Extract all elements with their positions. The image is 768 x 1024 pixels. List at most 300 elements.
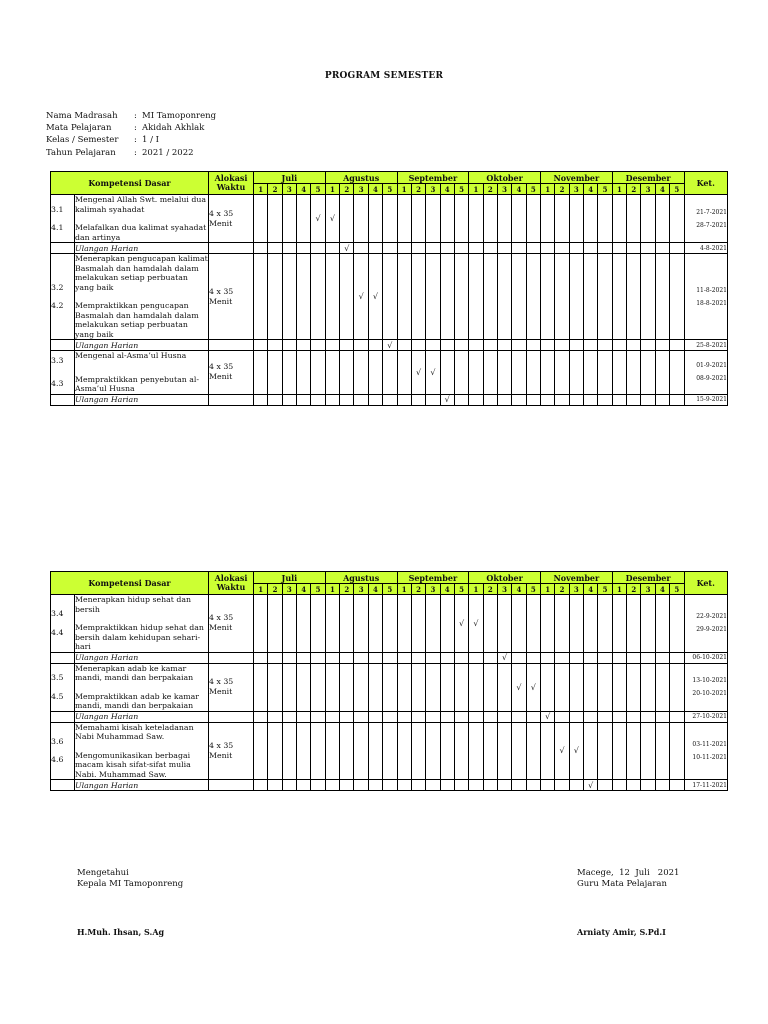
week-cell	[497, 394, 511, 405]
week-cell	[297, 351, 311, 395]
week-cell	[584, 243, 598, 254]
kompetensi-row	[51, 722, 728, 780]
week-cell	[325, 652, 339, 663]
week-cell	[627, 254, 641, 340]
week-cell	[497, 595, 511, 653]
kd-number-cell	[51, 351, 75, 395]
week-cell	[627, 340, 641, 351]
info-colon: :	[134, 123, 137, 134]
kompetensi-row	[51, 595, 728, 653]
header-week: 5	[383, 584, 397, 595]
ket-date: 20-10-2021	[692, 690, 727, 697]
week-cell	[440, 195, 454, 243]
kd-text: Mempraktikkan hidup sehat dan bersih dalam kehidupan sehari-hari	[75, 623, 204, 651]
header-week: 3	[641, 584, 655, 595]
alokasi-text: Menit	[209, 687, 233, 696]
week-cell	[555, 195, 569, 243]
ket-date: 08-9-2021	[696, 375, 727, 383]
week-cell	[483, 711, 497, 722]
week-cell	[282, 254, 296, 340]
week-cell	[383, 663, 397, 711]
check-mark: √	[459, 618, 465, 628]
week-cell	[627, 595, 641, 653]
week-cell	[627, 195, 641, 243]
header-week: 5	[526, 184, 540, 195]
week-cell	[354, 652, 368, 663]
week-cell	[555, 595, 569, 653]
week-cell	[469, 595, 483, 653]
week-cell	[512, 340, 526, 351]
week-cell	[584, 394, 598, 405]
week-cell	[569, 663, 583, 711]
week-cell	[297, 254, 311, 340]
week-cell	[469, 722, 483, 780]
week-cell	[454, 663, 468, 711]
alokasi-text: 4 x 35	[209, 677, 234, 686]
week-cell	[497, 780, 511, 791]
kd-number: 4.5	[51, 691, 64, 701]
ket-cell	[684, 243, 728, 254]
week-cell	[598, 254, 612, 340]
header-week: 3	[282, 184, 296, 195]
week-cell	[584, 595, 598, 653]
week-cell	[297, 652, 311, 663]
week-cell	[598, 340, 612, 351]
week-cell	[641, 340, 655, 351]
check-mark: √	[444, 395, 450, 404]
week-cell	[655, 195, 669, 243]
week-cell	[598, 595, 612, 653]
week-cell	[440, 595, 454, 653]
week-cell	[540, 394, 554, 405]
alokasi-text: 4 x 35	[209, 208, 234, 218]
kd-text: Mempraktikkan penyebutan al-Asma’ul Husna	[75, 374, 200, 393]
week-cell	[340, 663, 354, 711]
alokasi-cell	[209, 351, 254, 395]
week-cell	[397, 243, 411, 254]
week-cell	[368, 351, 382, 395]
header-ket: Ket.	[684, 172, 728, 195]
week-cell	[268, 243, 282, 254]
ket-date: 13-10-2021	[692, 677, 727, 684]
week-cell	[311, 722, 325, 780]
alokasi-cell	[209, 254, 254, 340]
week-cell	[584, 254, 598, 340]
week-cell	[340, 711, 354, 722]
header-waktu: Waktu	[216, 582, 246, 592]
header-week: 2	[627, 584, 641, 595]
week-cell	[340, 652, 354, 663]
header-week: 1	[540, 584, 554, 595]
week-cell	[411, 394, 425, 405]
week-cell	[454, 243, 468, 254]
week-cell	[655, 722, 669, 780]
week-cell	[612, 351, 626, 395]
ulangan-harian-row	[51, 780, 728, 791]
week-cell	[426, 195, 440, 243]
week-cell	[426, 254, 440, 340]
header-week: 2	[483, 184, 497, 195]
week-cell	[454, 254, 468, 340]
header-row-months	[51, 172, 728, 184]
week-cell	[584, 652, 598, 663]
week-cell	[526, 595, 540, 653]
ket-cell	[684, 711, 728, 722]
header-month: Agustus	[325, 172, 397, 184]
week-cell	[540, 652, 554, 663]
header-week: 3	[497, 184, 511, 195]
kompetensi-row	[51, 195, 728, 243]
week-cell	[598, 780, 612, 791]
header-week: 4	[368, 184, 382, 195]
header-week: 4	[368, 584, 382, 595]
week-cell	[670, 595, 684, 653]
kd-number-cell	[51, 595, 75, 653]
week-cell	[325, 711, 339, 722]
week-cell	[411, 351, 425, 395]
ulangan-harian-label: Ulangan Harian	[75, 243, 209, 254]
week-cell	[311, 652, 325, 663]
week-cell	[555, 351, 569, 395]
ket-cell	[684, 780, 728, 791]
week-cell	[340, 243, 354, 254]
week-cell	[555, 652, 569, 663]
kd-text: Mengenal Allah Swt. melalui dua kalimah syahadat	[75, 195, 207, 214]
week-cell	[411, 663, 425, 711]
week-cell	[440, 394, 454, 405]
week-cell	[641, 780, 655, 791]
week-cell	[354, 711, 368, 722]
week-cell	[569, 195, 583, 243]
week-cell	[497, 340, 511, 351]
kd-number: 4.6	[51, 755, 64, 765]
week-cell	[282, 351, 296, 395]
header-week: 2	[411, 584, 425, 595]
week-cell	[268, 195, 282, 243]
week-cell	[268, 254, 282, 340]
alokasi-text: 4 x 35	[209, 362, 234, 372]
header-week: 5	[670, 584, 684, 595]
footer-mengetahui: Mengetahui	[77, 868, 129, 878]
week-cell	[655, 711, 669, 722]
header-week: 1	[612, 184, 626, 195]
header-week: 2	[627, 184, 641, 195]
week-cell	[483, 722, 497, 780]
header-week: 1	[254, 584, 268, 595]
week-cell	[454, 394, 468, 405]
kd-number-cell	[51, 663, 75, 711]
week-cell	[268, 722, 282, 780]
week-cell	[383, 340, 397, 351]
week-cell	[512, 595, 526, 653]
week-cell	[340, 780, 354, 791]
week-cell	[670, 340, 684, 351]
week-cell	[641, 254, 655, 340]
week-cell	[354, 195, 368, 243]
week-cell	[383, 595, 397, 653]
week-cell	[483, 254, 497, 340]
ket-date: 10-11-2021	[692, 753, 727, 761]
week-cell	[598, 243, 612, 254]
kd-text: Menerapkan adab ke kamar mandi, mandi dan berpakaian	[75, 663, 194, 682]
ket-cell	[684, 722, 728, 780]
header-week: 3	[354, 584, 368, 595]
week-cell	[670, 394, 684, 405]
header-week: 5	[598, 184, 612, 195]
header-month: Desember	[612, 172, 684, 184]
week-cell	[641, 663, 655, 711]
kompetensi-row	[51, 254, 728, 340]
week-cell	[268, 780, 282, 791]
week-cell	[383, 780, 397, 791]
week-cell	[368, 652, 382, 663]
week-cell	[469, 351, 483, 395]
week-cell	[540, 195, 554, 243]
week-cell	[282, 652, 296, 663]
week-cell	[268, 351, 282, 395]
kd-number-cell	[51, 254, 75, 340]
header-kompetensi-dasar: Kompetensi Dasar	[51, 572, 209, 595]
empty-number-cell	[51, 711, 75, 722]
ket-date: 06-10-2021	[692, 654, 727, 661]
week-cell	[584, 722, 598, 780]
week-cell	[254, 663, 268, 711]
empty-number-cell	[51, 780, 75, 791]
header-week: 3	[569, 584, 583, 595]
check-mark: √	[530, 682, 536, 692]
week-cell	[569, 780, 583, 791]
ket-date: 18-8-2021	[696, 299, 727, 307]
week-cell	[555, 722, 569, 780]
week-cell	[512, 195, 526, 243]
header-alokasi-waktu	[209, 572, 254, 595]
header-ket: Ket.	[684, 572, 728, 595]
week-cell	[354, 340, 368, 351]
week-cell	[368, 722, 382, 780]
week-cell	[469, 711, 483, 722]
week-cell	[325, 243, 339, 254]
week-cell	[483, 394, 497, 405]
teacher-name: Arniaty Amir, S.Pd.I	[577, 927, 666, 937]
week-cell	[512, 652, 526, 663]
week-cell	[426, 340, 440, 351]
alokasi-text: 4 x 35	[209, 613, 234, 623]
week-cell	[598, 663, 612, 711]
week-cell	[254, 195, 268, 243]
week-cell	[497, 711, 511, 722]
week-cell	[555, 243, 569, 254]
week-cell	[297, 195, 311, 243]
week-cell	[397, 195, 411, 243]
info-value: 1 / I	[142, 135, 160, 146]
week-cell	[584, 195, 598, 243]
week-cell	[426, 243, 440, 254]
week-cell	[512, 243, 526, 254]
week-cell	[282, 780, 296, 791]
week-cell	[426, 652, 440, 663]
week-cell	[584, 711, 598, 722]
week-cell	[569, 722, 583, 780]
kd-text-cell	[75, 351, 209, 395]
week-cell	[598, 394, 612, 405]
check-mark: √	[315, 214, 321, 223]
kd-number-cell	[51, 722, 75, 780]
week-cell	[627, 243, 641, 254]
week-cell	[598, 711, 612, 722]
alokasi-cell	[209, 663, 254, 711]
week-cell	[440, 254, 454, 340]
week-cell	[483, 340, 497, 351]
info-value: 2021 / 2022	[142, 147, 194, 158]
week-cell	[540, 340, 554, 351]
week-cell	[469, 195, 483, 243]
week-cell	[655, 351, 669, 395]
ket-date: 22-9-2021	[696, 613, 727, 621]
week-cell	[383, 243, 397, 254]
week-cell	[340, 351, 354, 395]
week-cell	[526, 254, 540, 340]
alokasi-text: Menit	[209, 623, 233, 633]
week-cell	[670, 195, 684, 243]
week-cell	[569, 394, 583, 405]
week-cell	[526, 195, 540, 243]
info-value: MI Tamoponreng	[142, 111, 217, 121]
header-week: 1	[540, 184, 554, 195]
info-value: Akidah Akhlak	[142, 123, 205, 134]
header-month: November	[540, 572, 612, 584]
week-cell	[555, 780, 569, 791]
kd-text: Mengenal al-Asma’ul Husna	[75, 351, 187, 360]
kd-number: 4.1	[51, 223, 64, 232]
week-cell	[397, 722, 411, 780]
week-cell	[483, 195, 497, 243]
week-cell	[584, 351, 598, 395]
week-cell	[655, 595, 669, 653]
kompetensi-row	[51, 663, 728, 711]
empty-number-cell	[51, 652, 75, 663]
header-week: 4	[440, 184, 454, 195]
week-cell	[426, 722, 440, 780]
ket-date: 21-7-2021	[696, 208, 727, 216]
header-week: 5	[598, 584, 612, 595]
ket-date: 15-9-2021	[696, 396, 727, 403]
check-mark: √	[588, 780, 594, 790]
kd-number: 3.6	[51, 736, 64, 746]
empty-alokasi-cell	[209, 394, 254, 405]
header-week: 1	[397, 584, 411, 595]
week-cell	[569, 652, 583, 663]
week-cell	[282, 711, 296, 722]
ulangan-harian-row	[51, 394, 728, 405]
week-cell	[497, 652, 511, 663]
week-cell	[297, 780, 311, 791]
week-cell	[598, 722, 612, 780]
ulangan-harian-row	[51, 340, 728, 351]
week-cell	[368, 780, 382, 791]
week-cell	[268, 340, 282, 351]
week-cell	[540, 351, 554, 395]
header-week: 3	[282, 584, 296, 595]
week-cell	[655, 780, 669, 791]
week-cell	[512, 394, 526, 405]
footer-kepala: Kepala MI Tamoponreng	[77, 879, 184, 889]
week-cell	[497, 195, 511, 243]
week-cell	[612, 195, 626, 243]
week-cell	[254, 722, 268, 780]
week-cell	[397, 780, 411, 791]
week-cell	[268, 652, 282, 663]
info-colon: :	[134, 147, 137, 158]
week-cell	[497, 254, 511, 340]
week-cell	[454, 351, 468, 395]
week-cell	[397, 340, 411, 351]
week-cell	[368, 254, 382, 340]
week-cell	[483, 652, 497, 663]
alokasi-cell	[209, 595, 254, 653]
week-cell	[397, 663, 411, 711]
week-cell	[426, 595, 440, 653]
header-alokasi: Alokasi	[214, 173, 248, 183]
week-cell	[354, 254, 368, 340]
week-cell	[555, 394, 569, 405]
week-cell	[426, 663, 440, 711]
header-week: 1	[612, 584, 626, 595]
week-cell	[469, 254, 483, 340]
week-cell	[340, 722, 354, 780]
ket-date: 27-10-2021	[692, 713, 727, 720]
week-cell	[440, 780, 454, 791]
week-cell	[254, 394, 268, 405]
kd-number: 3.2	[51, 282, 64, 292]
week-cell	[670, 780, 684, 791]
program-table-2	[50, 571, 728, 791]
week-cell	[497, 722, 511, 780]
week-cell	[655, 340, 669, 351]
week-cell	[268, 663, 282, 711]
week-cell	[325, 195, 339, 243]
week-cell	[354, 595, 368, 653]
week-cell	[368, 195, 382, 243]
week-cell	[526, 711, 540, 722]
week-cell	[540, 722, 554, 780]
info-row-tahun	[46, 147, 216, 159]
week-cell	[454, 711, 468, 722]
week-cell	[512, 722, 526, 780]
week-cell	[584, 663, 598, 711]
week-cell	[340, 254, 354, 340]
info-row-madrasah	[46, 110, 216, 122]
week-cell	[354, 722, 368, 780]
week-cell	[354, 351, 368, 395]
check-mark: √	[559, 746, 565, 756]
week-cell	[540, 595, 554, 653]
check-mark: √	[473, 618, 479, 628]
week-cell	[454, 780, 468, 791]
week-cell	[627, 351, 641, 395]
week-cell	[469, 340, 483, 351]
header-week: 2	[340, 584, 354, 595]
kd-number: 3.3	[51, 355, 64, 365]
header-week: 1	[469, 584, 483, 595]
header-month: Agustus	[325, 572, 397, 584]
week-cell	[340, 394, 354, 405]
week-cell	[584, 780, 598, 791]
week-cell	[526, 243, 540, 254]
week-cell	[670, 711, 684, 722]
header-row-months	[51, 572, 728, 584]
kd-text: Mempraktikkan pengucapan Basmalah dan hamdalah dalam melakukan setiap perbuatan yang baik	[75, 301, 199, 339]
week-cell	[282, 663, 296, 711]
